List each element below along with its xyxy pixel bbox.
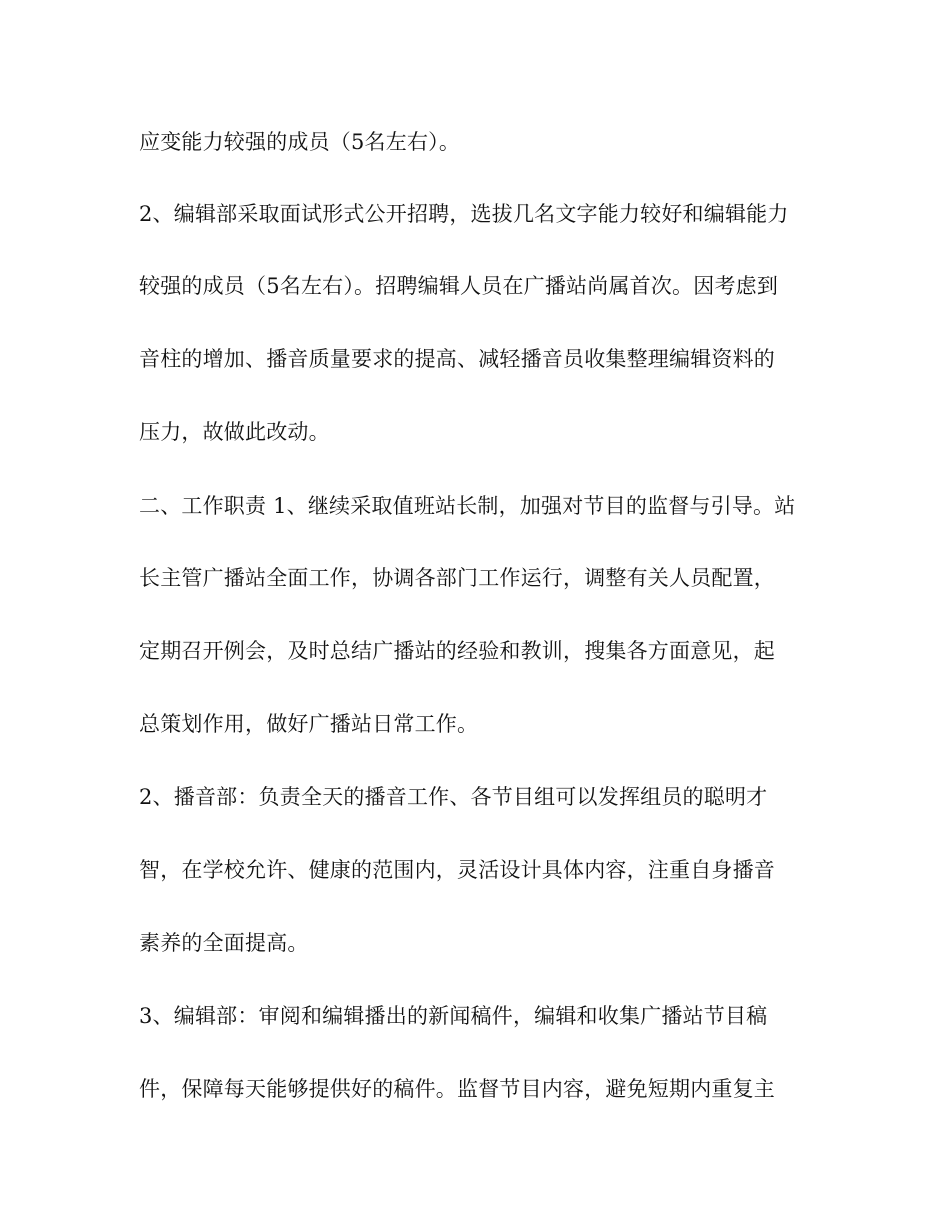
- text-line: 件，保障每天能够提供好的稿件。监督节目内容，避免短期内重复主: [139, 1077, 775, 1101]
- text-line: 3、编辑部：审阅和编辑播出的新闻稿件，编辑和收集广播站节目稿: [139, 1004, 768, 1028]
- text-line: 应变能力较强的成员（5名左右）。: [139, 130, 461, 154]
- text-line: 音柱的增加、播音质量要求的提高、减轻播音员收集整理编辑资料的: [139, 347, 775, 371]
- text-line: 定期召开例会，及时总结广播站的经验和教训，搜集各方面意见，起: [139, 639, 775, 663]
- text-line: 二、工作职责 1、继续采取值班站长制，加强对节目的监督与引导。站: [139, 494, 796, 518]
- text-line: 智，在学校允许、健康的范围内，灵活设计具体内容，注重自身播音: [139, 858, 775, 882]
- text-line: 压力，故做此改动。: [139, 420, 330, 444]
- text-line: 总策划作用，做好广播站日常工作。: [139, 712, 479, 736]
- text-line: 较强的成员（5名左右）。招聘编辑人员在广播站尚属首次。因考虑到: [139, 274, 779, 298]
- text-line: 2、编辑部采取面试形式公开招聘，选拔几名文字能力较好和编辑能力: [139, 202, 789, 226]
- text-line: 2、播音部：负责全天的播音工作、各节目组可以发挥组员的聪明才: [139, 785, 768, 809]
- text-line: 长主管广播站全面工作，协调各部门工作运行，调整有关人员配置，: [139, 566, 775, 590]
- text-line: 素养的全面提高。: [139, 931, 309, 955]
